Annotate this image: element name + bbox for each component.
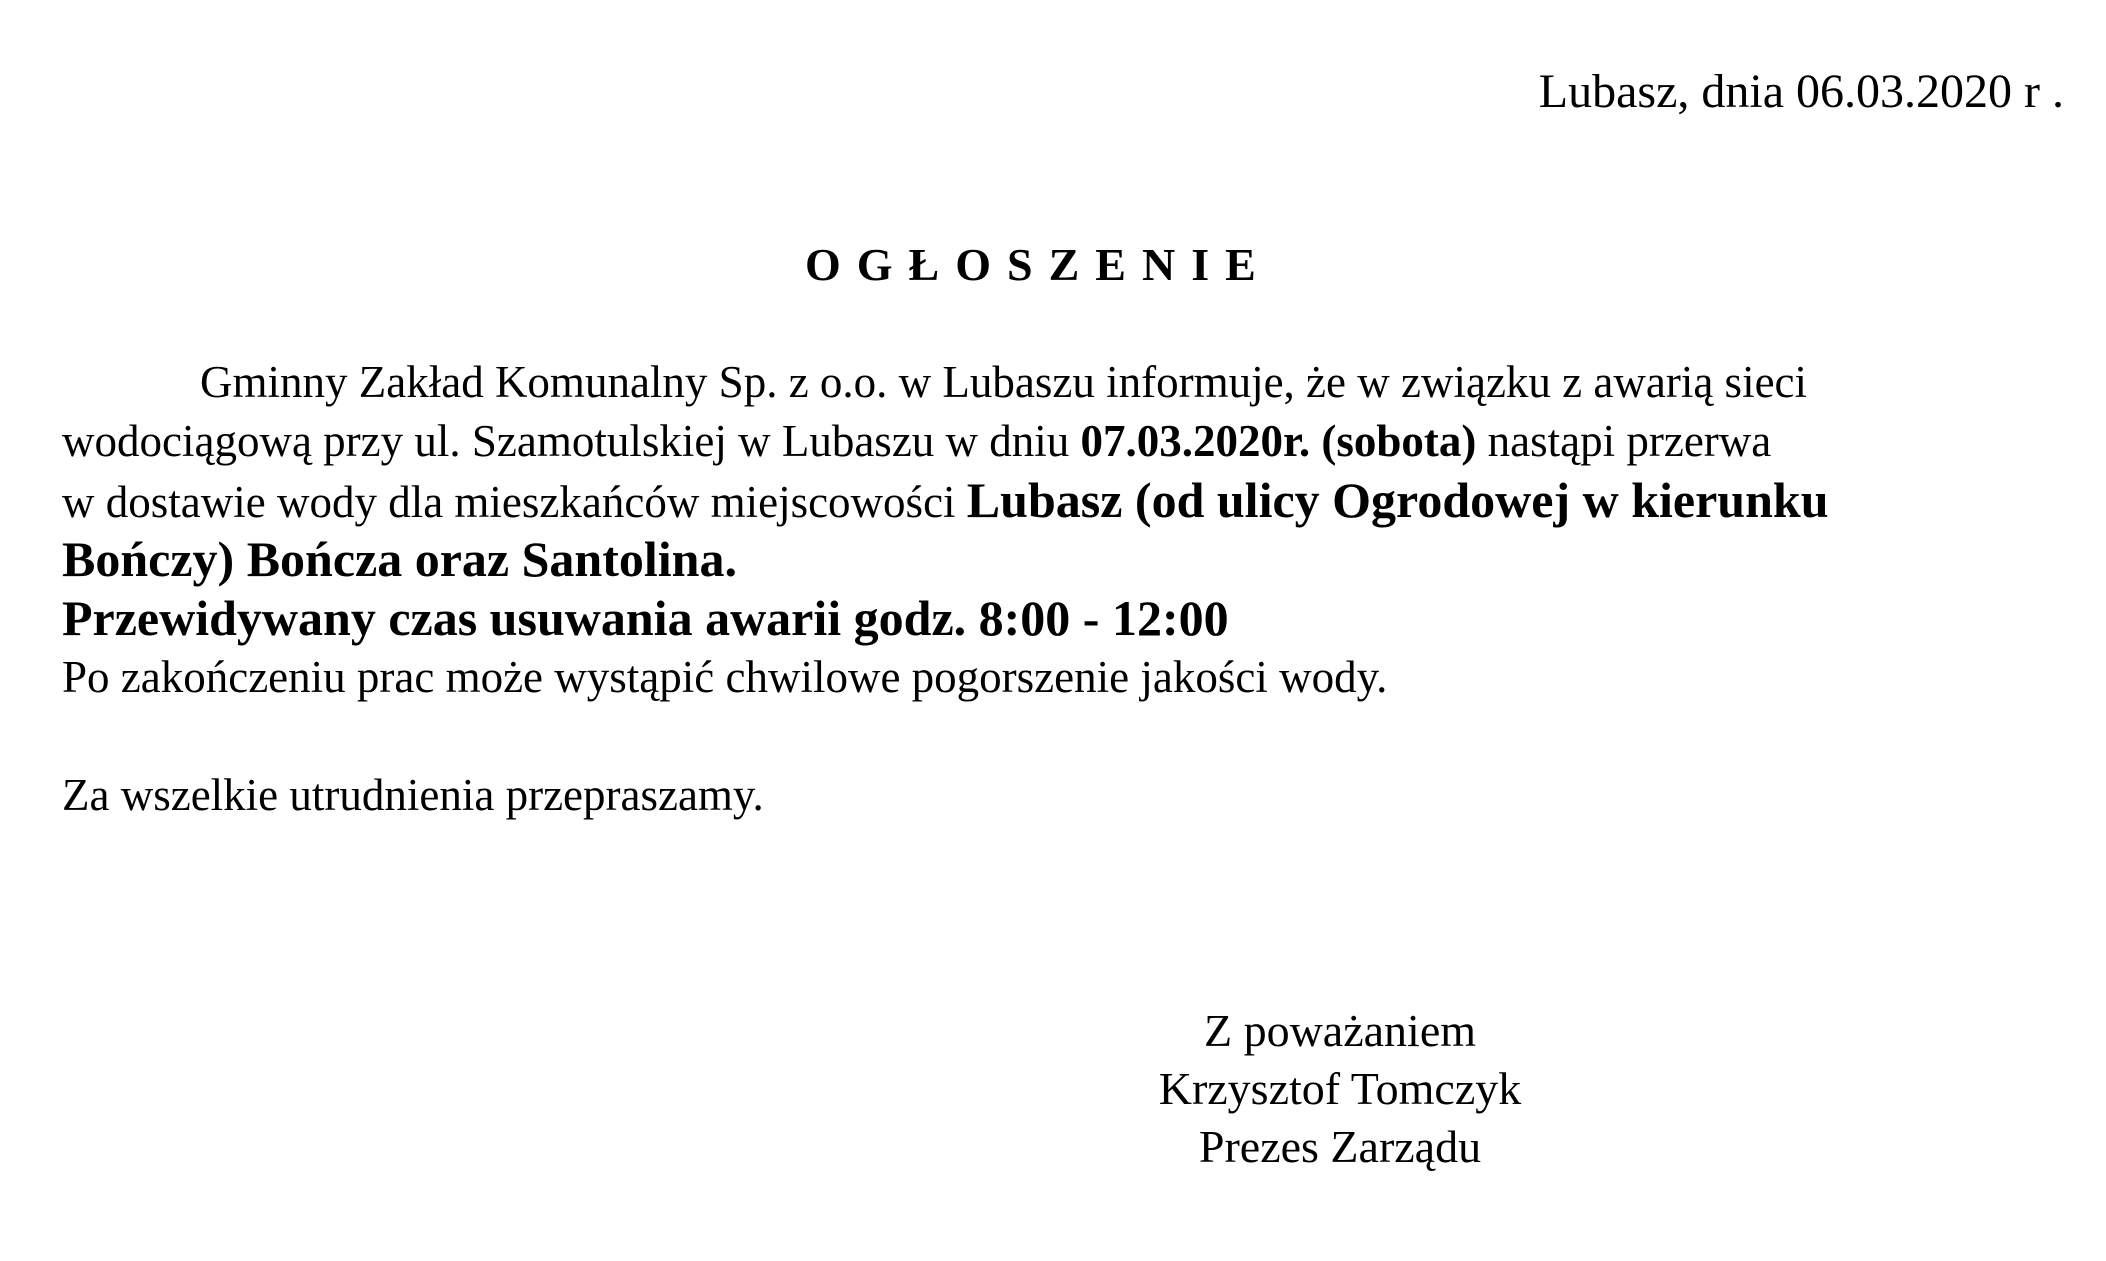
- body-line-3-text: w dostawie wody dla mieszkańców miejscowości: [62, 477, 967, 527]
- signature-greeting: Z poważaniem: [1203, 1005, 1477, 1056]
- apology-line: Za wszelkie utrudnienia przepraszamy.: [62, 770, 764, 820]
- announcement-body: [62, 353, 2062, 825]
- body-line-2-text: wodociągową przy ul. Szamotulskiej w Lubaszu w dniu: [62, 416, 1081, 466]
- water-quality-note: Po zakończeniu prac może wystąpić chwilowe pogorszenie jakości wody.: [62, 652, 1388, 702]
- body-line-1: Gminny Zakład Komunalny Sp. z o.o. w Lubaszu informuje, że w związku z awarią sieci: [200, 357, 1808, 407]
- repair-time: Przewidywany czas usuwania awarii godz. 8:00 - 12:00: [62, 590, 1229, 646]
- affected-area: Lubasz (od ulicy Ogrodowej w kierunku: [966, 472, 1829, 528]
- body-line-2: [62, 412, 2062, 471]
- paragraph-gap: [62, 707, 2062, 766]
- body-line-2-end: nastąpi przerwa: [1476, 416, 1772, 466]
- affected-localities: Bończy) Bończa oraz Santolina.: [62, 531, 737, 587]
- document-title: OGŁOSZENIE: [805, 239, 1272, 290]
- body-line-3: [62, 471, 2062, 530]
- signature-role: Prezes Zarządu: [1198, 1121, 1482, 1172]
- signature-block: [1040, 1002, 1640, 1176]
- outage-date: 07.03.2020r. (sobota): [1080, 416, 1477, 466]
- signature-name: Krzysztof Tomczyk: [1158, 1063, 1522, 1114]
- document-date: Lubasz, dnia 06.03.2020 r .: [1538, 65, 2064, 118]
